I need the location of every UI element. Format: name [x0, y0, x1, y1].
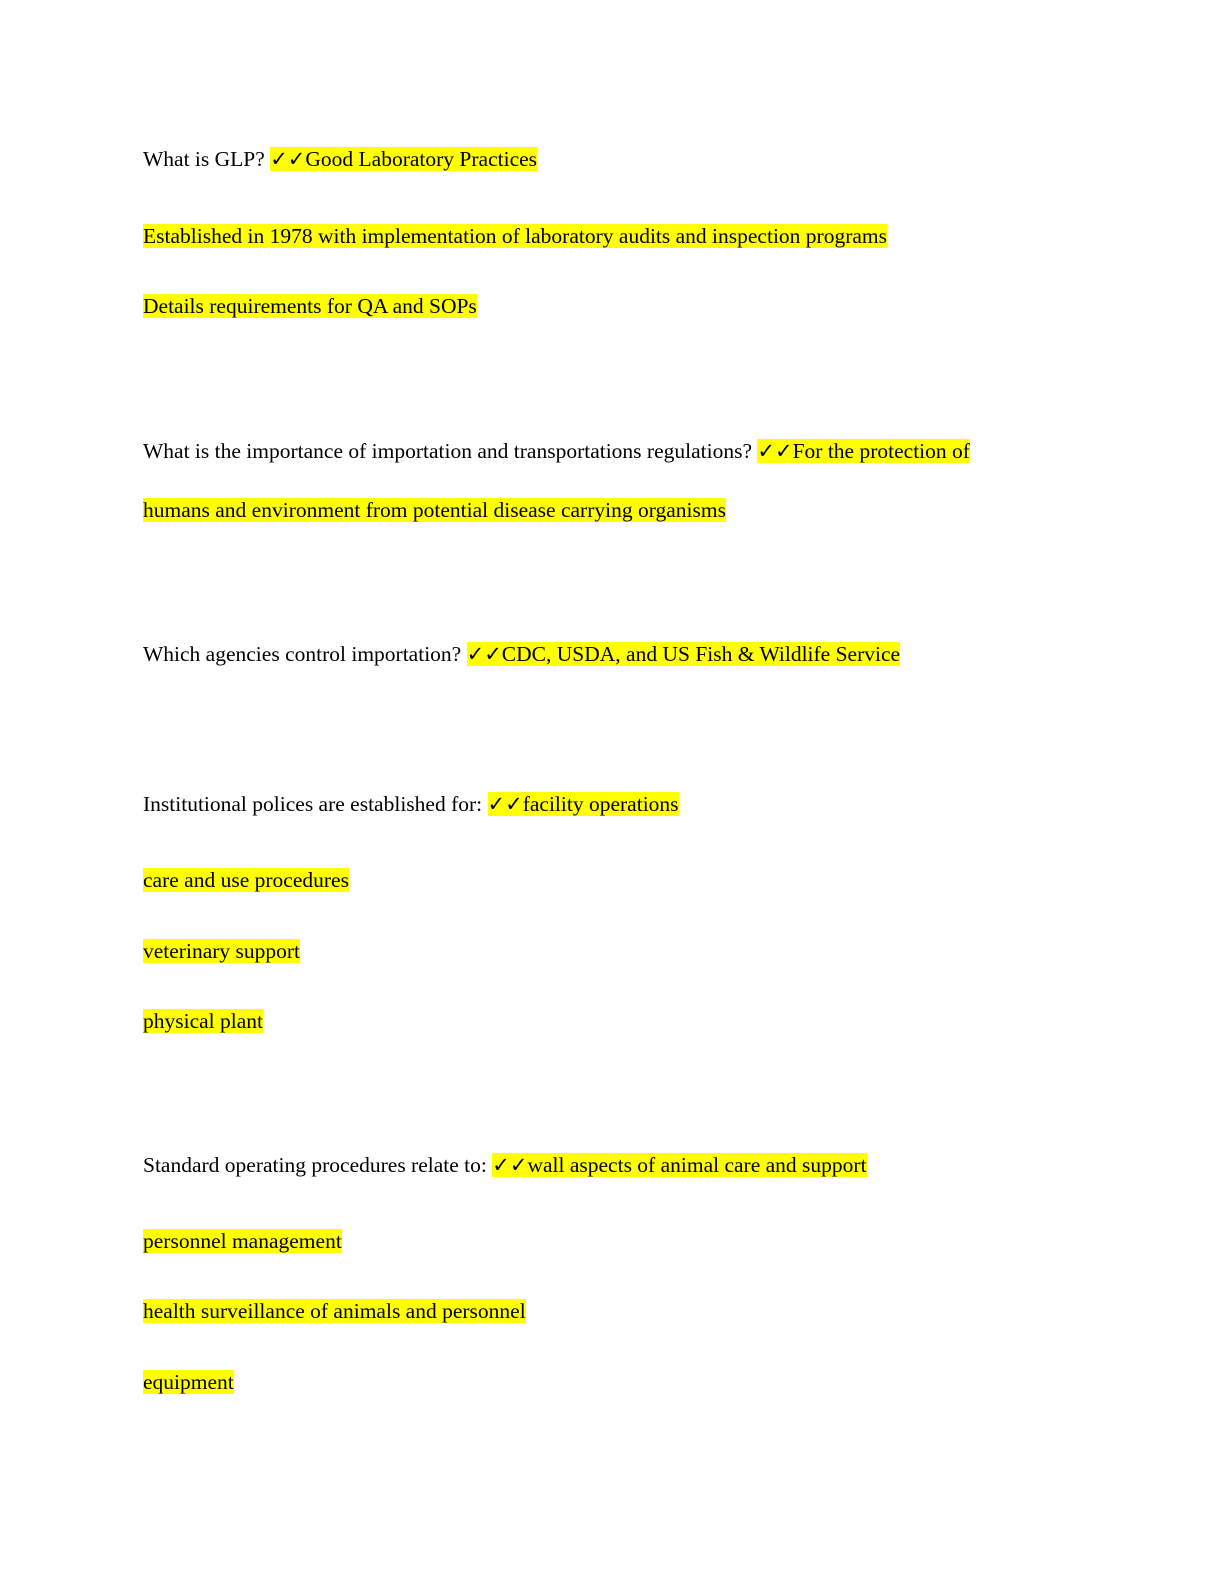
qa-1-answer-text: Good Laboratory Practices [305, 147, 538, 171]
check-mark-icon: ✓✓ [466, 642, 502, 666]
qa-4-answer-line-1-text: care and use procedures [143, 868, 349, 892]
qa-3-question-line [143, 637, 900, 671]
qa-4-question-line [143, 787, 679, 821]
qa-5-answer-line-3-text: equipment [143, 1370, 234, 1394]
qa-2-answer-line-1 [143, 493, 726, 527]
check-mark-icon: ✓✓ [487, 792, 523, 816]
qa-4-answer-line-3-text: physical plant [143, 1009, 264, 1033]
qa-1-question-line [143, 142, 537, 176]
qa-4-answer-line-2-text: veterinary support [143, 939, 301, 963]
qa-4-answer-first [488, 792, 679, 816]
qa-2-question-line [143, 434, 970, 468]
qa-1-answer-line-1-text: Established in 1978 with implementation of laboratory audits and inspection programs [143, 224, 887, 248]
qa-5-answer-line-1 [143, 1224, 342, 1258]
qa-3-answer-text: CDC, USDA, and US Fish & Wildlife Service [501, 642, 901, 666]
qa-4-answer-line-3 [143, 1004, 263, 1038]
qa-1-answer-line-1 [143, 219, 887, 253]
qa-1-answer-line-2-text: Details requirements for QA and SOPs [143, 294, 477, 318]
check-mark-icon: ✓✓ [270, 147, 306, 171]
check-mark-icon: ✓✓ [757, 439, 793, 463]
qa-2-question: What is the importance of importation and transportations regulations? [143, 439, 758, 463]
qa-3-question: Which agencies control importation? [143, 642, 467, 666]
qa-1-answer-first [270, 147, 537, 171]
qa-2-answer-line-1-text: humans and environment from potential disease carrying organisms [143, 498, 726, 522]
qa-5-question-line [143, 1148, 867, 1182]
qa-2-answer-text: For the protection of [792, 439, 970, 463]
qa-1-answer-line-2 [143, 289, 477, 323]
qa-5-answer-line-3 [143, 1365, 234, 1399]
qa-5-answer-text: wall aspects of animal care and support [527, 1153, 867, 1177]
qa-5-answer-line-2-text: health surveillance of animals and personnel [143, 1299, 526, 1323]
qa-5-question: Standard operating procedures relate to: [143, 1153, 493, 1177]
check-mark-icon: ✓✓ [492, 1153, 528, 1177]
qa-1-question: What is GLP? [143, 147, 271, 171]
qa-4-answer-text: facility operations [522, 792, 679, 816]
qa-5-answer-line-2 [143, 1294, 526, 1328]
qa-4-answer-line-1 [143, 863, 349, 897]
qa-5-answer-line-1-text: personnel management [143, 1229, 342, 1253]
qa-3-answer-first [467, 642, 900, 666]
qa-5-answer-first [492, 1153, 866, 1177]
qa-4-question: Institutional polices are established for: [143, 792, 488, 816]
qa-4-answer-line-2 [143, 934, 300, 968]
qa-2-answer-first [757, 439, 970, 463]
